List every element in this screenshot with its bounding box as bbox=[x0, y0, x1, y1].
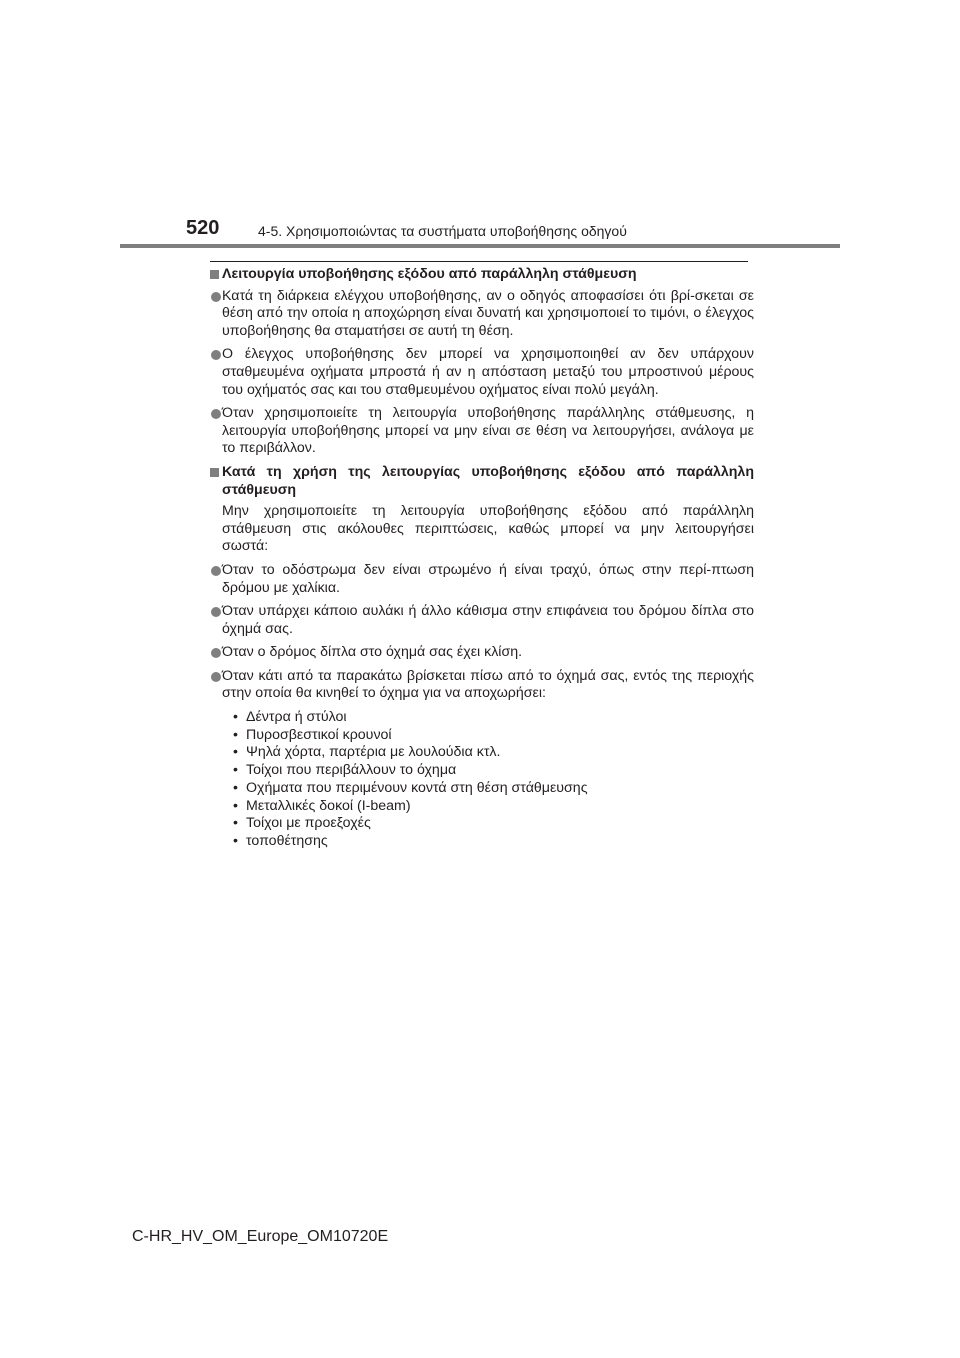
list-item-text: Όταν το οδόστρωμα δεν είναι στρωμένο ή είναι τραχύ, όπως στην περί-πτωση δρόμου με χαλίκια. bbox=[222, 561, 754, 596]
sub-list-item: • Οχήματα που περιμένουν κοντά στη θέση στάθμευσης bbox=[233, 780, 754, 798]
list-item-text: Όταν υπάρχει κάποιο αυλάκι ή άλλο κάθισμα στην επιφάνεια του δρόμου δίπλα στο όχημά σας. bbox=[222, 603, 754, 637]
section-heading bbox=[210, 266, 754, 284]
section-heading-text: Κατά τη χρήση της λειτουργίας υποβοήθησης εξόδου από παράλληλη στάθμευση bbox=[222, 463, 754, 498]
page-number: 520 bbox=[186, 217, 220, 239]
round-bullet-icon bbox=[211, 350, 221, 360]
round-bullet-icon bbox=[211, 672, 221, 682]
list-item bbox=[210, 562, 754, 597]
intro-line: σωστά: bbox=[222, 538, 269, 555]
sub-list-item: • Δέντρα ή στύλοι bbox=[233, 709, 754, 727]
document-id: C-HR_HV_OM_Europe_OM10720E bbox=[132, 1228, 389, 1245]
sub-list-item: • τοποθέτησης bbox=[233, 833, 754, 851]
list-item bbox=[210, 346, 754, 399]
intro-line: Μην χρησιμοποιείτε τη λειτουργία υποβοήθησης εξόδου από παράλληλη bbox=[222, 503, 754, 520]
list-item bbox=[210, 668, 754, 703]
section-heading bbox=[210, 464, 754, 499]
square-bullet-icon bbox=[210, 468, 219, 477]
sub-list-item: • Μεταλλικές δοκοί (I-beam) bbox=[233, 798, 754, 816]
round-bullet-icon bbox=[211, 648, 221, 658]
section-heading-text: Λειτουργία υποβοήθησης εξόδου από παράλληλη στάθμευση bbox=[222, 266, 637, 282]
page-content bbox=[210, 266, 754, 851]
sub-list-item: • Πυροσβεστικοί κρουνοί bbox=[233, 727, 754, 745]
list-item-text: Όταν χρησιμοποιείτε τη λειτουργία υποβοήθησης παράλληλης στάθμευσης, η λειτουργία υποβοήθησης μπορεί να μην είναι σε θέση να λειτουργήσει, ανάλογα με το περιβάλλον. bbox=[222, 405, 754, 457]
list-item bbox=[210, 405, 754, 458]
intro-line: στάθμευση στις ακόλουθες περιπτώσεις, καθώς μπορεί να μην λειτουργήσει bbox=[222, 520, 754, 537]
list-item-text: Όταν ο δρόμος δίπλα στο όχημά σας έχει κλίση. bbox=[222, 644, 523, 661]
list-item bbox=[210, 603, 754, 638]
obstacle-list bbox=[210, 709, 754, 851]
list-item-text: Ο έλεγχος υποβοήθησης δεν μπορεί να χρησιμοποιηθεί αν δεν υπάρχουν σταθμευμένα οχήματα μπροστά ή αν η απόσταση μεταξύ του μπροστινού μέρους του οχήματός σας και του σταθμευμένου οχήματος είναι πολύ μεγάλη. bbox=[222, 346, 754, 398]
list-item-text: Κατά τη διάρκεια ελέγχου υποβοήθησης, αν ο οδηγός αποφασίσει ότι βρί-σκεται σε θέση από την οποία η αποχώρηση είναι δυνατή και χρησιμοποιεί το τιμόνι, ο έλεγχος υποβοήθησης θα σταματήσει σε αυτή τη θέση. bbox=[222, 287, 754, 339]
chapter-title: 4-5. Χρησιμοποιώντας τα συστήματα υποβοήθησης οδηγού bbox=[258, 223, 627, 239]
sub-list-item: • Τοίχοι με προεξοχές bbox=[233, 815, 754, 833]
sub-list-item: • Ψηλά χόρτα, παρτέρια με λουλούδια κτλ. bbox=[233, 744, 754, 762]
sub-list-item: • Τοίχοι που περιβάλλουν το όχημα bbox=[233, 762, 754, 780]
header-rule bbox=[120, 244, 840, 248]
section-rule bbox=[210, 261, 748, 262]
list-item bbox=[210, 644, 754, 662]
list-item-text: Όταν κάτι από τα παρακάτω βρίσκεται πίσω από το όχημά σας, εντός της περιοχής στην οποία θα κινηθεί το όχημα για να αποχωρήσει: bbox=[222, 667, 754, 702]
intro-paragraph bbox=[210, 503, 754, 556]
round-bullet-icon bbox=[211, 409, 221, 419]
round-bullet-icon bbox=[211, 292, 221, 302]
square-bullet-icon bbox=[210, 270, 219, 279]
round-bullet-icon bbox=[211, 566, 221, 576]
list-item bbox=[210, 288, 754, 341]
round-bullet-icon bbox=[211, 607, 221, 617]
